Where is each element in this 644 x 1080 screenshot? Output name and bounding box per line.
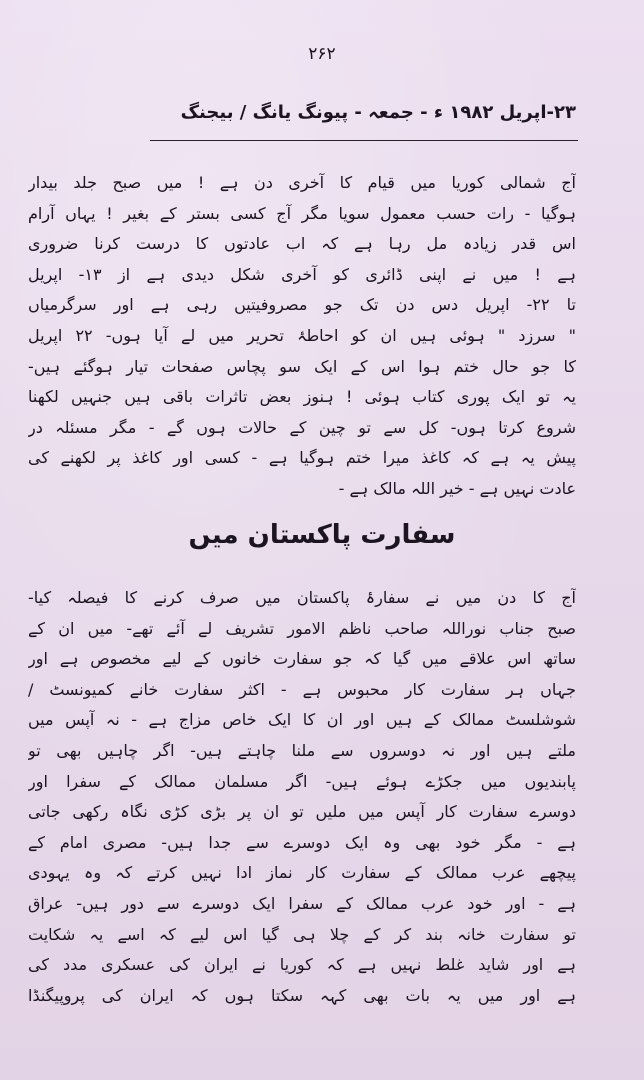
text-line: ملتے ہیں اور نہ دوسروں سے ملنا چاہتے ہیں- اگر چاہیں بھی تو [28,740,576,760]
text-line: جہاں ہر سفارت کار محبوس ہے - اکثر سفارت خانے کمیونسٹ / [28,679,576,699]
header-underline [150,140,578,141]
text-line: عادت نہیں ہے - خیر اللہ مالک ہے - [338,478,576,498]
paragraph-2 [28,583,576,1011]
text-line: ہے ! میں نے اپنی ڈائری کو آخری شکل دیدی ہے از ۱۳- اپریل [28,264,576,284]
text-line: شوشلسٹ ممالک کے ہیں اور ان کا ایک خاص مزاج ہے - نہ آپس میں [28,710,576,730]
text-line: اس قدر زیادہ مل رہا ہے کہ اب عادتوں کا درست کرنا ضروری [28,234,576,254]
text-line: تا ۲۲- اپریل دس دن تک جو مصروفیتیں رہی ہے اور سرگرمیاں [28,295,576,315]
text-line: " سرزد " ہوئی ہیں ان کو احاطۂ تحریر میں لے آیا ہوں- ۲۲ اپریل [28,325,576,345]
text-line: ہے اور شاید غلط نہیں ہے کہ کوریا نے ایران کی عسکری مدد کی [28,955,576,975]
text-line: پیش یہ ہے کہ کاغذ میرا ختم ہوگیا ہے - کسی اور کاغذ پر لکھنے کی [28,448,576,468]
text-line: صبح جناب نوراللہ صاحب ناظم الامور تشریف لے آئے تھے- میں ان کے [28,618,576,638]
text-line: ہوگیا - رات حسب معمول سویا مگر آج کسی بستر کے بغیر ! یہاں آرام [28,203,576,223]
text-line: پابندیوں میں جکڑے ہوئے ہیں- اگر مسلمان ممالک کے سفرا اور [28,771,576,791]
text-line: آج شمالی کوریا میں قیام کا آخری دن ہے ! میں صبح جلد بیدار [28,173,576,192]
diary-entry-header: ۲۳-اپریل ۱۹۸۲ ء - جمعہ - پیونگ یانگ / بیجنگ [180,102,576,123]
page-number: ۲۶۲ [308,44,336,64]
text-line: دوسرے سفارت کار آپس میں ملیں تو ان پر بڑی کڑی نگاہ رکھی جاتی [28,802,576,822]
section-heading: سفارت پاکستان میں [188,520,456,550]
text-line: ساتھ اس علاقے میں گیا کہ جو سفارت خانوں کے لیے مخصوص ہے اور [28,649,576,669]
text-line: تو سفارت خانہ بند کر کے چلا ہی گیا اس لیے کہ اسے یہ شکایت [28,924,576,944]
text-line: شروع کرتا ہوں- کل سے تو چین کے حالات ہوں گے - مگر مسئلہ در [28,417,576,437]
paragraph-1 [28,168,576,505]
text-line: یہ تو ایک پوری کتاب ہوئی ! ہنوز بعض تاثرات باقی ہیں جنہیں لکھنا [28,387,576,407]
text-line: پیچھے عرب ممالک کے سفارت کار نماز ادا نہیں کرتے کہ وہ یہودی [28,863,576,883]
text-line: ہے - اور خود عرب ممالک کے سفرا ایک دوسرے سے دور ہیں- عراق [28,893,576,913]
text-line: آج کا دن میں نے سفارۂ پاکستان میں صرف کرنے کا فیصلہ کیا- [28,588,576,607]
text-line: ہے - مگر خود بھی وہ ایک دوسرے سے جدا ہیں- مصری امام کے [28,832,576,852]
text-line: ہے اور میں یہ بات بھی کہہ سکتا ہوں کہ ایران کی پروپیگنڈا [28,985,576,1005]
text-line: کا جو حال ختم ہوا اس کے ایک سو پچاس صفحات تیار ہوگئے ہیں- [28,356,576,376]
